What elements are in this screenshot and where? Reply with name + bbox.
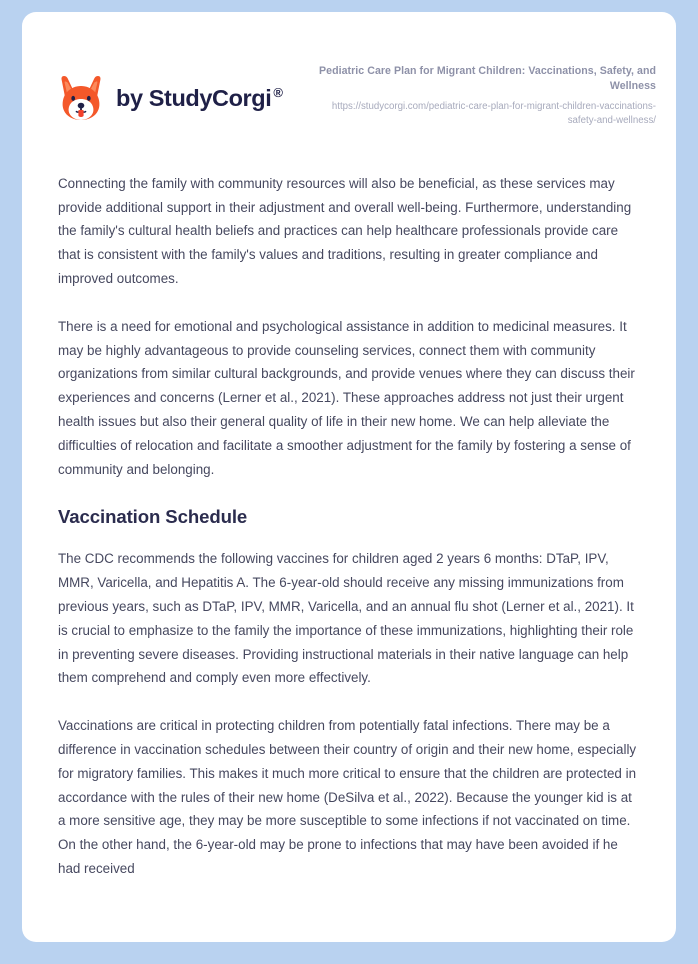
- source-url: https://studycorgi.com/pediatric-care-plan-for-migrant-children-vaccinations-safety-and-wellness/: [331, 101, 656, 126]
- page-title: Pediatric Care Plan for Migrant Children: Vaccinations, Safety, and Wellness: [319, 65, 656, 92]
- brand-wordmark: [116, 86, 283, 110]
- document-page: [22, 12, 676, 942]
- registered-trademark-icon: ®: [273, 84, 283, 100]
- paragraph-3: The CDC recommends the following vaccines for children aged 2 years 6 months: DTaP, IPV, MMR, Varicella, and Hepatitis A. The 6-year-old should receive any missing immunizations from previous years, such as DTaP, IPV, MMR, Varicella, and an annual flu shot (Lerner et al., 2021). It is crucial to emphasize to the family the importance of these immunizations, highlighting their role in preventing severe diseases. Providing instructional materials in their native language can help them comprehend and comply even more effectively.: [58, 551, 634, 686]
- paragraph-2: There is a need for emotional and psychological assistance in addition to medicinal measures. It may be highly advantageous to provide counseling services, connect them with community organizations from similar cultural backgrounds, and provide venues where they can discuss their experiences and concerns (Lerner et al., 2021). These approaches address not just their urgent health issues but also their general quality of life in their new home. We can help alleviate the difficulties of relocation and facilitate a smoother adjustment for the family by fostering a sense of community and belonging.: [58, 318, 635, 477]
- document-header: [22, 12, 676, 128]
- header-meta-block: [304, 64, 656, 128]
- section-heading-vaccination-schedule: Vaccination Schedule: [58, 506, 248, 528]
- brand-wordmark-text: by StudyCorgi: [116, 84, 272, 111]
- corgi-face-icon: [58, 74, 104, 122]
- document-content: [22, 172, 676, 881]
- paragraph-1: Connecting the family with community resources will also be beneficial, as these services may provide additional support in their adjustment and overall well-being. Furthermore, understanding the family's cultural health beliefs and practices can help healthcare professionals provide care that is consistent with the family's values and traditions, resulting in greater compliance and improved outcomes.: [58, 175, 632, 286]
- paragraph-4: Vaccinations are critical in protecting children from potentially fatal infections. There may be a difference in vaccination schedules between their country of origin and their new home, especially for migratory families. This makes it much more critical to ensure that the children are protected in accordance with the rules of their new home (DeSilva et al., 2022). Because the younger kid is at a more sensitive age, they may be more susceptible to some infections if not vaccinated on time. On the other hand, the 6-year-old may be prone to infections that may have been avoided if he had received: [58, 718, 637, 877]
- brand-logo-block: [58, 64, 283, 122]
